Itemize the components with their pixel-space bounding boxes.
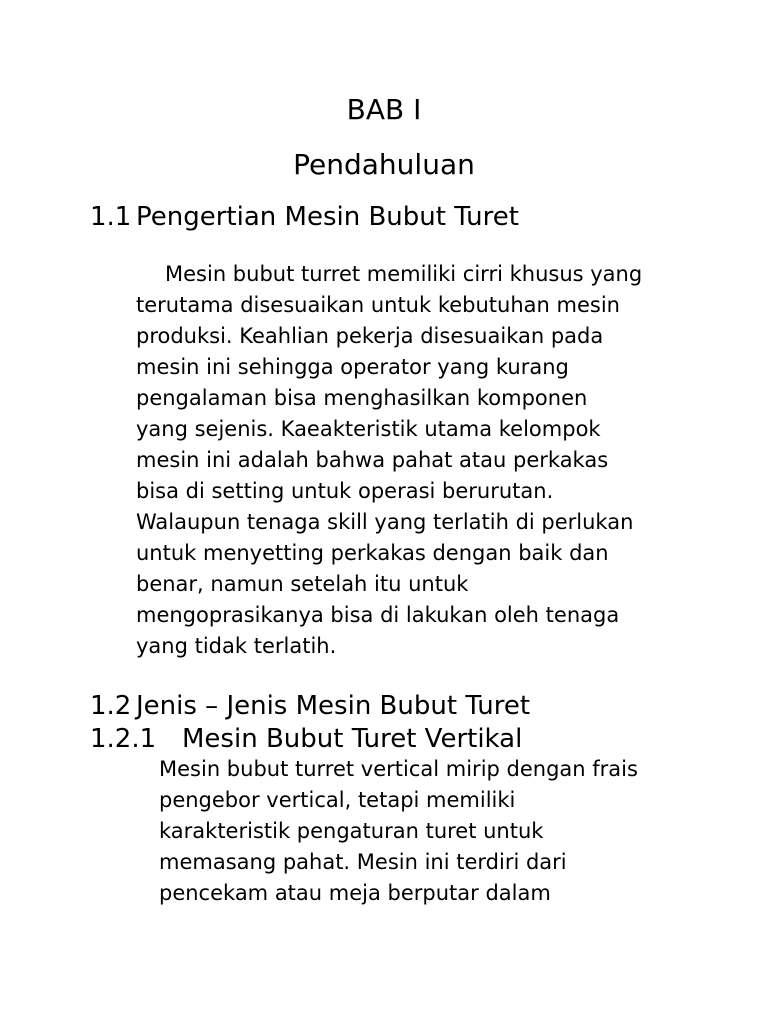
- paragraph-line: Walaupun tenaga skill yang terlatih di perlukan: [136, 510, 634, 534]
- section-heading-1-2: [90, 689, 530, 723]
- paragraph-line: benar, namun setelah itu untuk: [136, 572, 469, 596]
- chapter-label: BAB I: [346, 93, 422, 126]
- section-title: Pengertian Mesin Bubut Turet: [136, 202, 519, 232]
- paragraph-line: memasang pahat. Mesin ini terdiri dari: [159, 850, 567, 874]
- paragraph-line: Mesin bubut turret memiliki cirri khusus yang: [165, 262, 643, 286]
- section-heading-1-1: [90, 200, 519, 234]
- paragraph-line: yang tidak terlatih.: [136, 634, 337, 658]
- paragraph-line: pengebor vertical, tetapi memiliki: [159, 788, 516, 812]
- paragraph-line: Mesin bubut turret vertical mirip dengan frais: [159, 757, 638, 781]
- section-title: Jenis – Jenis Mesin Bubut Turet: [136, 691, 531, 721]
- section-heading-1-2-1: [90, 722, 522, 756]
- paragraph-line: mesin ini sehingga operator yang kurang: [136, 355, 569, 379]
- paragraph-line: mengoprasikanya bisa di lakukan oleh tenaga: [136, 603, 620, 627]
- paragraph-line: karakteristik pengaturan turet untuk: [159, 819, 544, 843]
- paragraph-line: pencekam atau meja berputar dalam: [159, 881, 551, 905]
- section-number: 1.2: [90, 691, 132, 721]
- paragraph-line: mesin ini adalah bahwa pahat atau perkakas: [136, 448, 609, 472]
- paragraph-line: pengalaman bisa menghasilkan komponen: [136, 386, 588, 410]
- section-title: Mesin Bubut Turet Vertikal: [182, 724, 523, 754]
- paragraph-line: terutama disesuaikan untuk kebutuhan mesin: [136, 293, 620, 317]
- section-1-1-paragraph: [136, 259, 642, 662]
- section-number: 1.1: [90, 202, 132, 232]
- paragraph-line: yang sejenis. Kaeakteristik utama kelompok: [136, 417, 601, 441]
- paragraph-line: produksi. Keahlian pekerja disesuaikan pada: [136, 324, 604, 348]
- section-number: 1.2.1: [90, 724, 157, 754]
- paragraph-line: untuk menyetting perkakas dengan baik dan: [136, 541, 609, 565]
- section-1-2-1-paragraph: [159, 754, 638, 909]
- paragraph-line: bisa di setting untuk operasi berurutan.: [136, 479, 554, 503]
- chapter-title: Pendahuluan: [293, 148, 475, 181]
